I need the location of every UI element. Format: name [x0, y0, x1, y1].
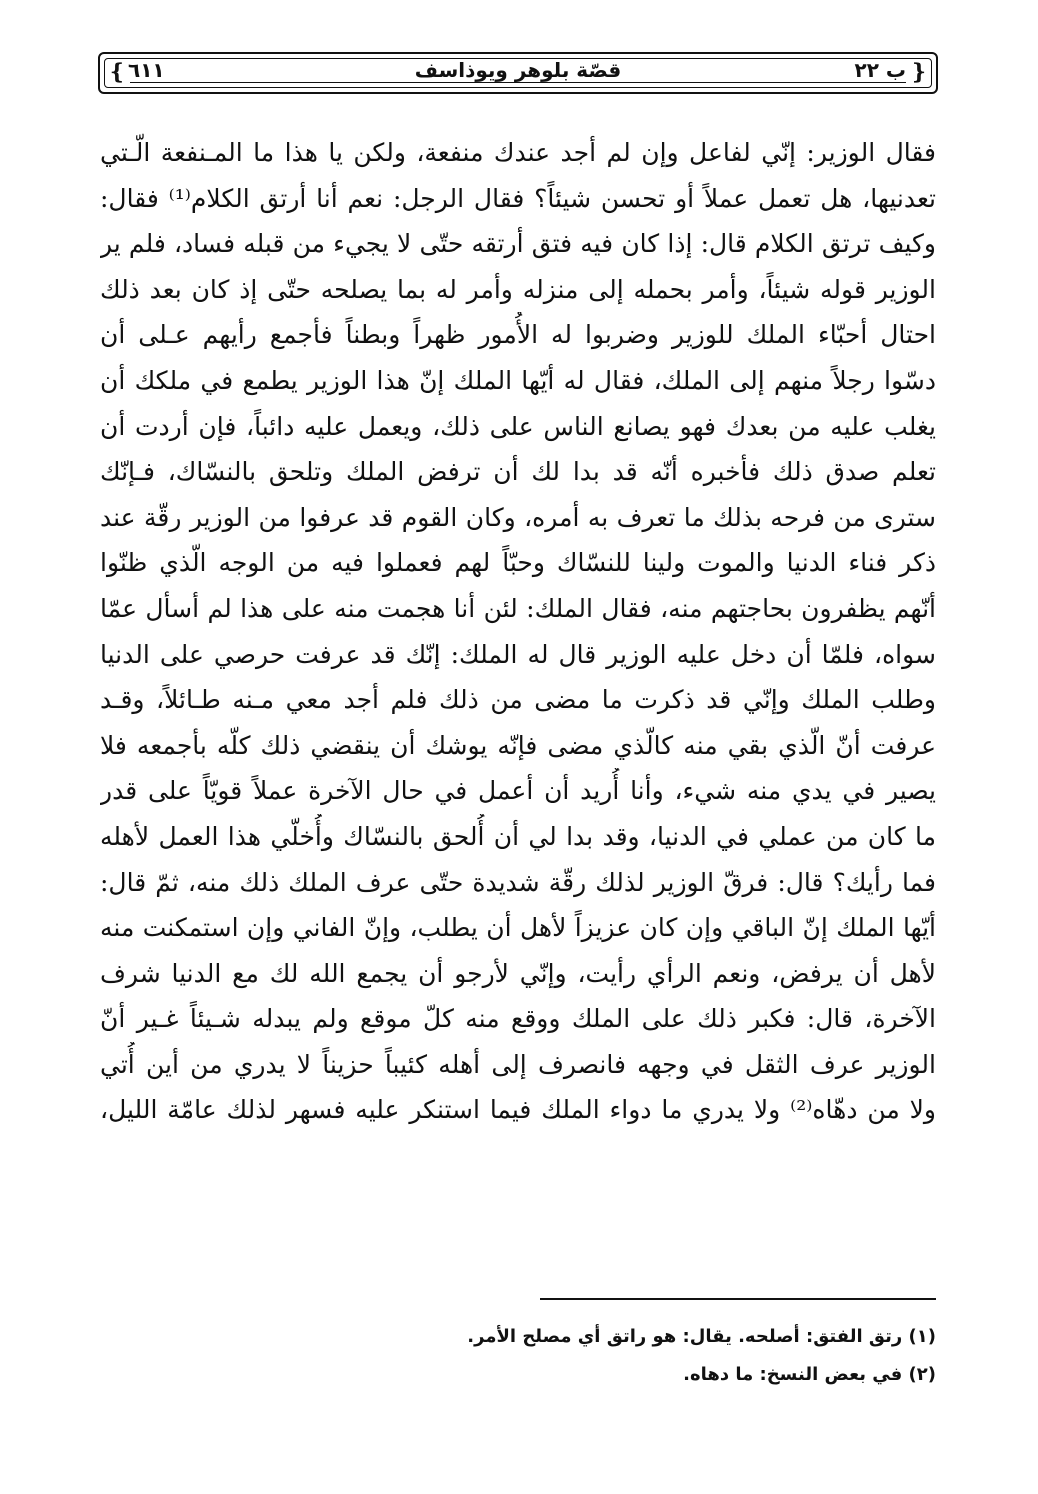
footnotes [300, 1318, 936, 1394]
text-line: الآخرة، قال: فكبر ذلك على الملك ووقع منه كلّ موقع ولم يبدله شـيئاً غـير أنّ [100, 1004, 936, 1034]
text-line: ولا من دهّاه⁽²⁾ ولا يدري ما دواء الملك فيما استنكر عليه فسهر لذلك عامّة الليل، [100, 1095, 936, 1125]
text-line: أنّهم يظفرون بحاجتهم منه، فقال الملك: لئن أنا هجمت منه على هذا لم أسأل عمّا [100, 593, 936, 623]
text-line: وطلب الملك وإنّي قد ذكرت ما مضى من ذلك فلم أجد معي مـنه طـائلاً، وقـد [100, 685, 936, 715]
text-line: ذكر فناء الدنيا والموت ولينا للنسّاك وحبّاً لهم فعملوا فيه من الوجه الّذي ظنّوا [100, 548, 936, 578]
ornament-left-icon: ❴ [108, 60, 127, 85]
text-line: يغلب عليه من بعدك فهو يصانع الناس على ذلك، ويعمل عليه دائباً، فإن أردت أن [100, 411, 936, 441]
ornament-right-icon: ❵ [909, 60, 928, 85]
text-line: عرفت أنّ الّذي بقي منه كالّذي مضى فإنّه يوشك أن ينقضي ذلك كلّه بأجمعه فلا [100, 730, 936, 760]
text-line: لأهل أن يرفض، ونعم الرأي رأيت، وإنّي لأرجو أن يجمع الله لك مع الدنيا شرف [100, 958, 936, 988]
text-line: الوزير عرف الثقل في وجهه فانصرف إلى أهله كئيباً حزيناً لا يدري من أين أُتي [100, 1049, 936, 1079]
running-header [98, 52, 938, 94]
page-number: ٦١١ [128, 58, 165, 82]
header-underline [130, 82, 906, 83]
footnote: (٢) في بعض النسخ: ما دهاه. [683, 1364, 936, 1385]
text-line: وكيف ترتق الكلام قال: إذا كان فيه فتق أرتقه حتّى لا يجيء من قبله فساد، فلم ير [100, 229, 936, 259]
text-line: احتال أحبّاء الملك للوزير وضربوا له الأُمور ظهراً وبطناً فأجمع رأيهم عـلى أن [100, 320, 936, 350]
text-line: تعلم صدق ذلك فأخبره أنّه قد بدا لك أن ترفض الملك وتلحق بالنسّاك، فـإنّك [100, 457, 936, 487]
footnote: (١) رتق الفتق: أصلحه. يقال: هو راتق أي مصلح الأمر. [467, 1326, 936, 1347]
main-text [100, 130, 936, 1133]
text-line: فما رأيك؟ قال: فرقّ الوزير لذلك رقّة شديدة حتّى عرف الملك ذلك منه، ثمّ قال: [100, 867, 936, 897]
footnote-separator [540, 1298, 936, 1300]
page-title: قصّة بلوهر ويوذاسف [414, 58, 622, 82]
text-line: ما كان من عملي في الدنيا، وقد بدا لي أن أُلحق بالنسّاك وأُخلّي هذا العمل لأهله [100, 821, 936, 851]
text-line: الوزير قوله شيئاً، وأمر بحمله إلى منزله وأمر له بما يصلحه حتّى إذ كان بعد ذلك [100, 274, 936, 304]
text-line: أيّها الملك إنّ الباقي وإن كان عزيزاً لأهل أن يطلب، وإنّ الفاني وإن استمكنت منه [100, 913, 936, 943]
text-line: فقال الوزير: إنّي لفاعل وإن لم أجد عندك منفعة، ولكن يا هذا ما المـنفعة الّـتي [100, 138, 936, 167]
text-line: تعدنيها، هل تعمل عملاً أو تحسن شيئاً؟ فقال الرجل: نعم أنا أرتق الكلام⁽¹⁾ فقال: [100, 183, 936, 213]
text-line: دسّوا رجلاً منهم إلى الملك، فقال له أيّها الملك إنّ هذا الوزير يطمع في ملكك أن [100, 365, 936, 395]
chapter-label: ب ٢٢ [854, 58, 906, 82]
text-line: سواه، فلمّا أن دخل عليه الوزير قال له الملك: إنّك قد عرفت حرصي على الدنيا [100, 639, 936, 669]
text-line: يصير في يدي منه شيء، وأنا أُريد أن أعمل في حال الآخرة عملاً قويّاً على قدر [100, 776, 936, 806]
text-line: سترى من فرحه بذلك ما تعرف به أمره، وكان القوم قد عرفوا من الوزير رقّة عند [100, 502, 936, 532]
